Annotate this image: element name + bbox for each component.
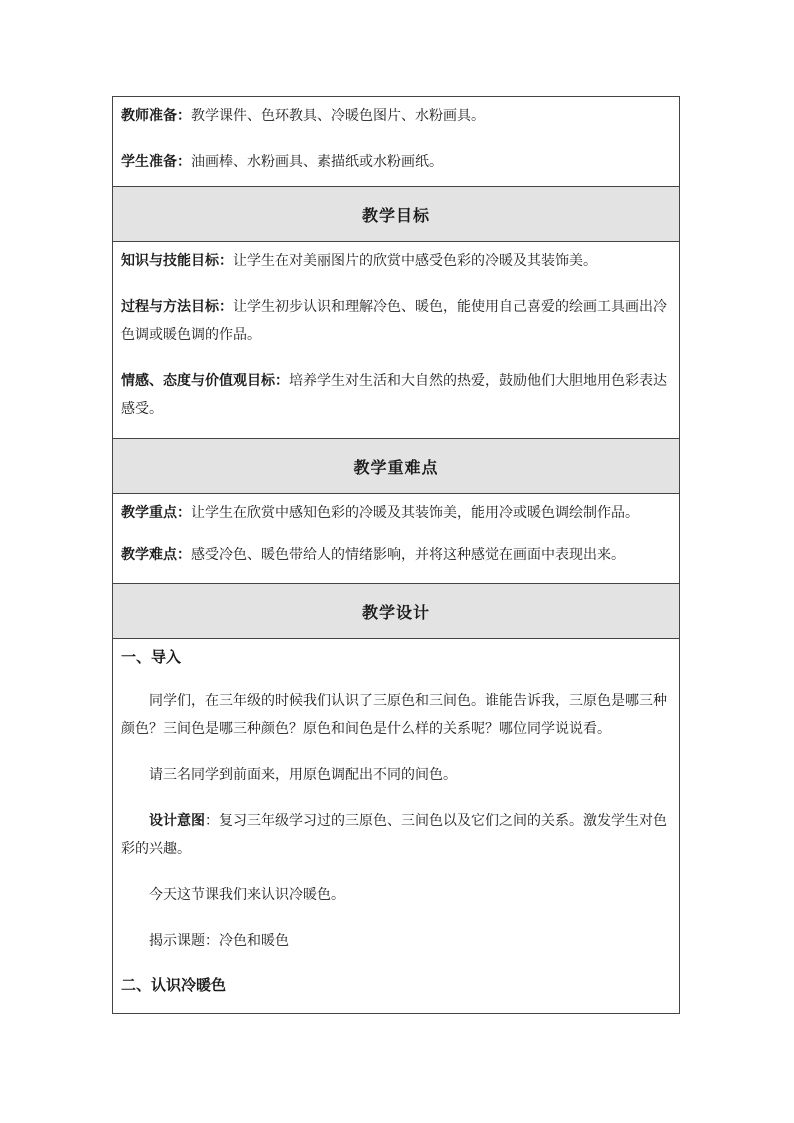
- design-intent-text: ：复习三年级学习过的三原色、三间色以及它们之间的关系。激发学生对色彩的兴趣。: [121, 813, 667, 857]
- section-warm-cold-title: 二、认识冷暖色: [121, 976, 227, 994]
- difficult-point-label: 教学难点：: [121, 547, 191, 563]
- knowledge-goal-text: 让学生在对美丽图片的欣赏中感受色彩的冷暖及其装饰美。: [233, 253, 597, 269]
- student-prep-label: 学生准备：: [121, 154, 191, 170]
- section-intro-title: 一、导入: [121, 648, 182, 666]
- key-point-label: 教学重点：: [121, 505, 191, 521]
- teacher-prep-text: 教学课件、色环教具、冷暖色图片、水粉画具。: [191, 108, 485, 124]
- process-goal-text: 让学生初步认识和理解冷色、暖色，能使用自己喜爱的绘画工具画出冷色调或暖色调的作品。: [121, 299, 667, 343]
- key-point-text: 让学生在欣赏中感知色彩的冷暖及其装饰美，能用冷或暖色调绘制作品。: [191, 505, 639, 521]
- keypoints-header: 教学重难点: [113, 439, 679, 494]
- process-goal: [121, 293, 671, 349]
- emotion-goal: [121, 367, 671, 423]
- emotion-goal-label: 情感、态度与价值观目标：: [121, 373, 289, 389]
- student-prep: [121, 148, 671, 176]
- design-cell: [113, 639, 679, 1013]
- key-point: [121, 499, 671, 527]
- teacher-prep: [121, 102, 671, 130]
- process-goal-label: 过程与方法目标：: [121, 299, 233, 315]
- keypoints-cell: [113, 494, 679, 584]
- difficult-point: [121, 541, 671, 569]
- difficult-point-text: 感受冷色、暖色带给人的情绪影响，并将这种感觉在画面中表现出来。: [191, 547, 625, 563]
- lesson-plan-table: [112, 96, 680, 1014]
- intro-paragraph: 同学们，在三年级的时候我们认识了三原色和三间色。谁能告诉我，三原色是哪三种颜色？三间色是哪三种颜色？原色和间色是什么样的关系呢？哪位同学说说看。: [121, 693, 667, 737]
- goals-cell: [113, 242, 679, 439]
- student-prep-text: 油画棒、水粉画具、素描纸或水粉画纸。: [191, 154, 443, 170]
- emotion-goal-text: 培养学生对生活和大自然的热爱，鼓励他们大胆地用色彩表达感受。: [121, 373, 667, 417]
- knowledge-goal-label: 知识与技能目标：: [121, 253, 233, 269]
- knowledge-goal: [121, 247, 671, 275]
- goals-header: 教学目标: [113, 187, 679, 242]
- today-topic: 今天这节课我们来认识冷暖色。: [149, 887, 345, 903]
- intro-activity: 请三名同学到前面来，用原色调配出不同的间色。: [149, 767, 457, 783]
- design-intent: [121, 807, 671, 863]
- reveal-topic: 揭示课题：冷色和暖色: [149, 933, 289, 949]
- teacher-prep-label: 教师准备：: [121, 108, 191, 124]
- preparation-cell: [113, 97, 679, 187]
- design-intent-label: 设计意图: [149, 813, 205, 829]
- design-header: 教学设计: [113, 584, 679, 639]
